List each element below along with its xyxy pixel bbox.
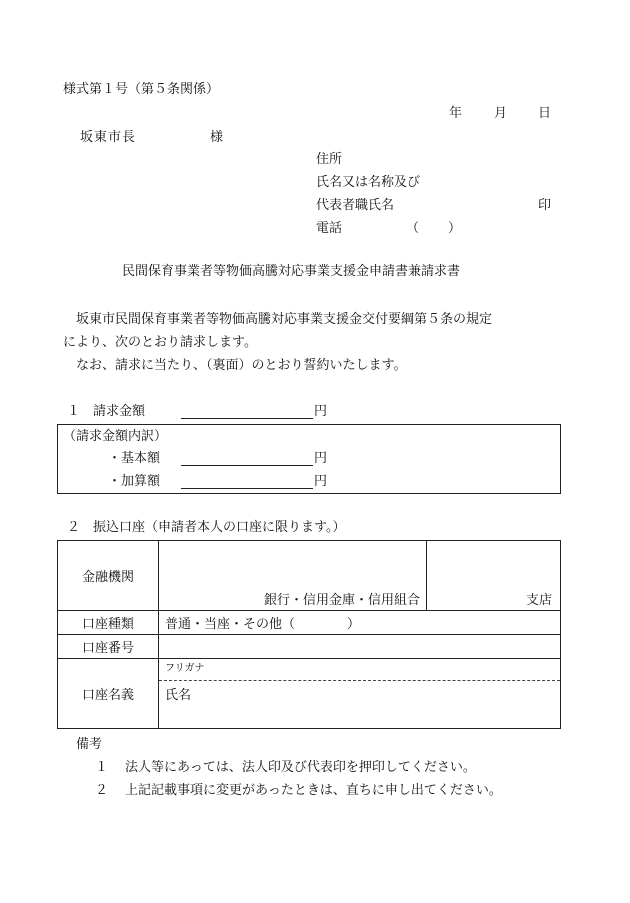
name-row bbox=[159, 681, 560, 703]
account-name-label: 口座名義 bbox=[81, 688, 134, 703]
account-type-label-cell bbox=[58, 611, 159, 635]
phone-paren-open: （ bbox=[406, 221, 420, 236]
furigana-row bbox=[159, 659, 560, 681]
breakdown-title: （請求金額内訳） bbox=[63, 429, 168, 444]
applicant-address-label: 住所 bbox=[316, 152, 343, 167]
applicant-name-label-2: 代表者職氏名 bbox=[316, 198, 395, 213]
body-line-1: 坂東市民間保育事業者等物価高騰対応事業支援金交付要綱第５条の規定 bbox=[76, 312, 493, 327]
remark-text: 法人等にあっては、法人印及び代表印を押印してください。 bbox=[125, 760, 476, 775]
form-number: 様式第１号（第５条関係） bbox=[63, 82, 220, 97]
bank-name-field[interactable] bbox=[159, 541, 427, 611]
total-amount-field[interactable] bbox=[181, 418, 313, 419]
basic-amount-unit: 円 bbox=[314, 451, 328, 466]
account-name-field[interactable] bbox=[159, 659, 561, 729]
date-day: 日 bbox=[538, 106, 552, 121]
holder-name-label: 氏名 bbox=[165, 688, 192, 703]
account-number-label-cell bbox=[58, 635, 159, 659]
date-year: 年 bbox=[449, 106, 463, 121]
account-type-label: 口座種類 bbox=[81, 617, 134, 632]
account-type-options: 普通・当座・その他（ ） bbox=[165, 617, 361, 632]
remarks-title: 備考 bbox=[76, 737, 103, 752]
body-line-2: により、次のとおり請求します。 bbox=[63, 335, 257, 350]
account-number-field[interactable] bbox=[159, 635, 561, 659]
total-amount-unit: 円 bbox=[314, 404, 328, 419]
account-type-field[interactable] bbox=[159, 611, 561, 635]
date-month: 月 bbox=[494, 106, 508, 121]
document-title: 民間保育事業者等物価高騰対応事業支援金申請書兼請求書 bbox=[122, 264, 461, 279]
bank-account-table bbox=[57, 540, 561, 729]
bank-types: 銀行・信用金庫・信用組合 bbox=[263, 593, 420, 608]
section1-number: １ bbox=[67, 404, 81, 419]
remark-number: １ bbox=[95, 760, 109, 775]
basic-amount-field[interactable] bbox=[181, 465, 313, 466]
remark-number: ２ bbox=[95, 783, 109, 798]
branch-name-field[interactable] bbox=[427, 541, 561, 611]
remark-item-1 bbox=[95, 760, 476, 776]
bank-label-cell bbox=[58, 541, 159, 611]
addressee-honorific: 様 bbox=[210, 130, 224, 145]
seal-mark: 印 bbox=[538, 198, 552, 213]
account-name-label-cell bbox=[58, 659, 159, 729]
remark-item-2 bbox=[95, 783, 502, 799]
addressee-name: 坂東市長 bbox=[80, 130, 137, 145]
section2-label: 振込口座（申請者本人の口座に限ります。） bbox=[93, 520, 346, 535]
addition-amount-field[interactable] bbox=[181, 488, 313, 489]
bank-label: 金融機関 bbox=[81, 570, 134, 585]
section2-number: ２ bbox=[67, 520, 81, 535]
account-number-label: 口座番号 bbox=[81, 641, 134, 656]
furigana-label: フリガナ bbox=[165, 663, 205, 674]
branch-label: 支店 bbox=[525, 593, 552, 608]
applicant-name-label-1: 氏名又は名称及び bbox=[316, 175, 421, 190]
section1-label: 請求金額 bbox=[93, 404, 146, 419]
body-line-3: なお、請求に当たり、（裏面）のとおり誓約いたします。 bbox=[76, 358, 407, 373]
remark-text: 上記記載事項に変更があったときは、直ちに申し出てください。 bbox=[125, 783, 502, 798]
basic-amount-label: ・基本額 bbox=[108, 451, 161, 466]
addition-amount-label: ・加算額 bbox=[108, 474, 161, 489]
applicant-phone-label: 電話 bbox=[316, 221, 343, 236]
phone-paren-close: ） bbox=[448, 221, 462, 236]
addition-amount-unit: 円 bbox=[314, 474, 328, 489]
